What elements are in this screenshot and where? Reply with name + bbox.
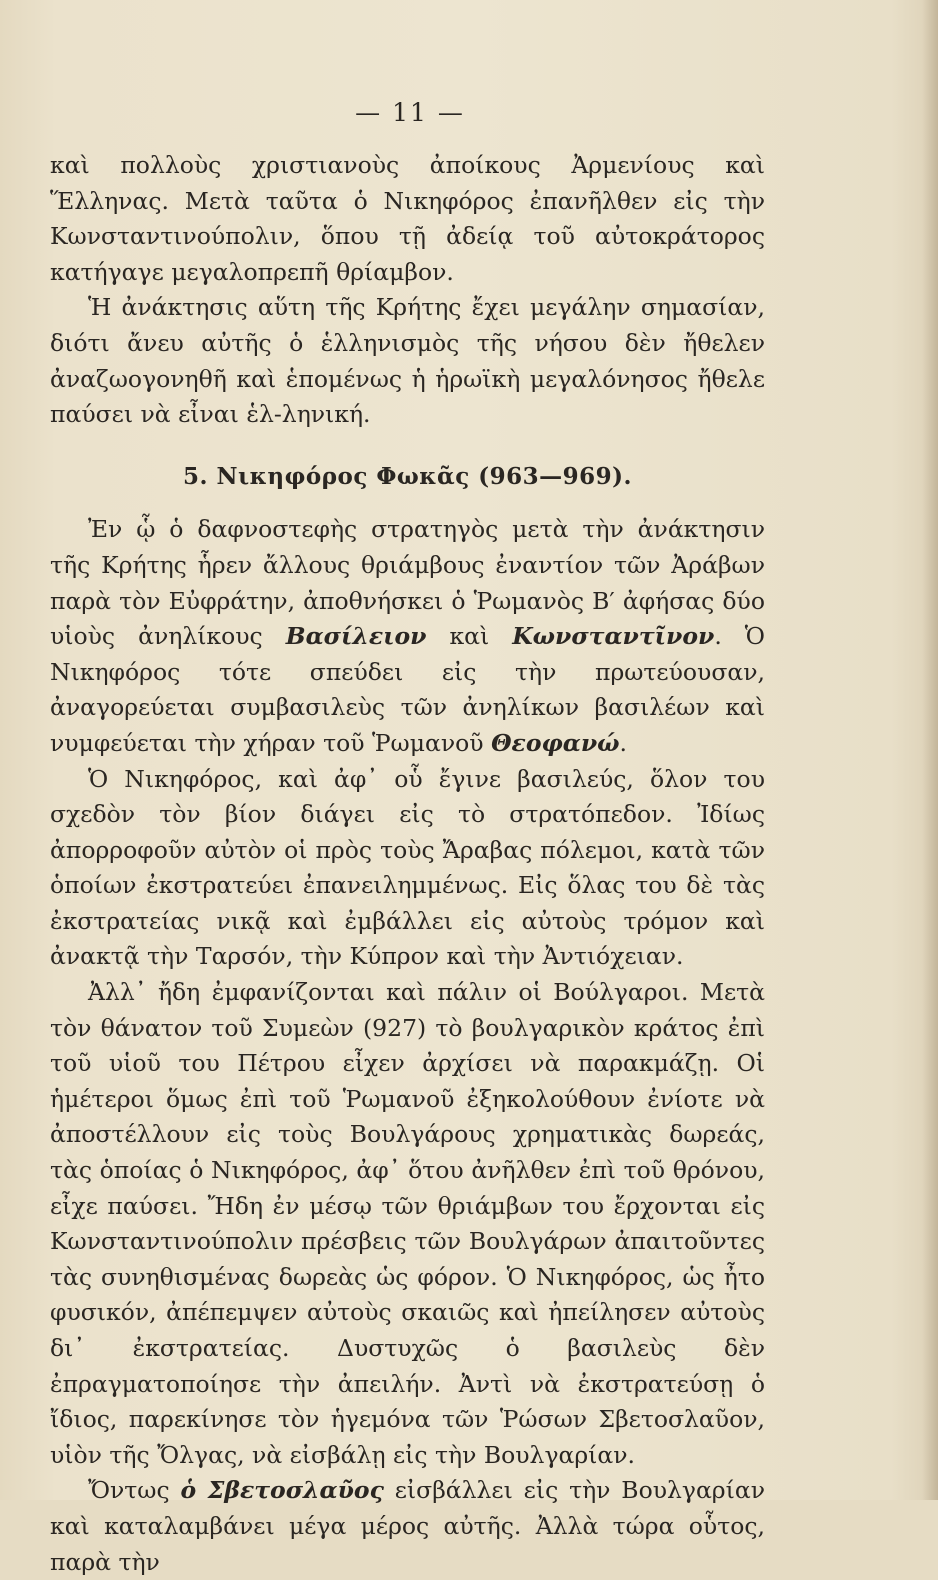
paragraph-3-text-b: καὶ xyxy=(426,622,513,651)
paragraph-5: Ἀλλ᾽ ἤδη ἐμφανίζονται καὶ πάλιν οἱ Βούλγαροι. Μετὰ τὸν θάνατον τοῦ Συμεὼν (927) τὸ βουλγαρικὸν κράτος ἐπὶ τοῦ υἱοῦ του Πέτρου εἶχεν ἀρχίσει νὰ παρακμάζῃ. Οἱ ἡμέτεροι ὅμως ἐπὶ τοῦ Ῥωμανοῦ ἐξηκολούθουν ἐνίοτε νὰ ἀποστέλλουν εἰς τοὺς Βουλγάρους χρηματικὰς δωρεάς, τὰς ὁποίας ὁ Νικηφόρος, ἀφ᾽ ὅτου ἀνῆλθεν ἐπὶ τοῦ θρόνου, εἶχε παύσει. Ἤδη ἐν μέσῳ τῶν θριάμβων του ἔρχονται εἰς Κωνσταντινούπολιν πρέσβεις τῶν Βουλγάρων ἀπαιτοῦντες τὰς συνηθισμένας δωρεὰς ὡς φόρον. Ὁ Νικηφόρος, ὡς ἦτο φυσικόν, ἀπέπεμψεν αὐτοὺς σκαιῶς καὶ ἠπείλησεν αὐτοὺς δι᾽ ἐκστρατείας. Δυστυχῶς ὁ βασιλεὺς δὲν ἐπραγματοποίησε τὴν ἀπειλήν. Ἀντὶ νὰ ἐκστρατεύσῃ ὁ ἴδιος, παρεκίνησε τὸν ἡγεμόνα τῶν Ῥώσων Σβετοσλαῦον, υἱὸν τῆς Ὄλγας, νὰ εἰσβάλῃ εἰς τὴν Βουλγαρίαν. xyxy=(50,978,765,1469)
page-number: — 11 — xyxy=(355,98,465,127)
name-theophano: Θεοφανώ xyxy=(491,728,620,757)
paragraph-3 xyxy=(50,512,765,761)
page-edge-shadow xyxy=(922,0,938,1500)
name-svetoslav: ὁ Σβετοσλαῦος xyxy=(180,1476,384,1505)
name-vasileios: Βασίλειον xyxy=(285,622,427,651)
paragraph-3-text-c: . Ὁ Νικηφόρος τότε σπεύδει εἰς τὴν πρωτεύουσαν, ἀναγορεύεται συμβασιλεὺς τῶν ἀνηλίκων βασιλέων καὶ νυμφεύεται τὴν χήραν τοῦ Ῥωμανοῦ xyxy=(50,622,765,757)
name-konstantinos: Κωνσταντῖνον xyxy=(512,622,715,651)
paragraph-1: καὶ πολλοὺς χριστιανοὺς ἀποίκους Ἀρμενίους καὶ Ἕλληνας. Μετὰ ταῦτα ὁ Νικηφόρος ἐπανῆλθεν εἰς τὴν Κωνσταντινούπολιν, ὅπου τῇ ἀδείᾳ τοῦ αὐτοκράτορος κατήγαγε μεγαλοπρεπῆ θρίαμβον. xyxy=(50,151,765,286)
paragraph-6-text-b: εἰσβάλλει εἰς τὴν Βουλγαρίαν καὶ καταλαμβάνει μέγα μέρος αὐτῆς. Ἀλλὰ τώρα οὗτος, παρὰ τὴν xyxy=(50,1476,765,1576)
paragraph-6-text-a: Ὄντως xyxy=(88,1476,181,1505)
paragraph-4: Ὁ Νικηφόρος, καὶ ἀφ᾽ οὗ ἔγινε βασιλεύς, ὅλον του σχεδὸν τὸν βίον διάγει εἰς τὸ στρατόπεδον. Ἰδίως ἀπορροφοῦν αὐτὸν οἱ πρὸς τοὺς Ἄραβας πόλεμοι, κατὰ τῶν ὁποίων ἐκστρατεύει ἐπανειλημμένως. Εἰς ὅλας του δὲ τὰς ἐκστρατείας νικᾷ καὶ ἐμβάλλει εἰς αὐτοὺς τρόμον καὶ ἀνακτᾷ τὴν Ταρσόν, τὴν Κύπρον καὶ τὴν Ἀντιόχειαν. xyxy=(50,764,765,971)
paragraph-2: Ἡ ἀνάκτησις αὕτη τῆς Κρήτης ἔχει μεγάλην σημασίαν, διότι ἄνευ αὐτῆς ὁ ἑλληνισμὸς τῆς νήσου δὲν ἤθελεν ἀναζωογονηθῆ καὶ ἑπομένως ἡ ἡρωϊκὴ μεγαλόνησος ἤθελε παύσει νὰ εἶναι ἑλ-ληνική. xyxy=(50,293,765,429)
section-heading: 5. Νικηφόρος Φωκᾶς (963—969). xyxy=(182,462,633,490)
paragraph-3-text-d: . xyxy=(619,728,628,757)
body-text xyxy=(50,148,765,1580)
paragraph-6 xyxy=(50,1473,765,1580)
paragraph-3-text-a: Ἐν ᾧ ὁ δαφνοστεφὴς στρατηγὸς μετὰ τὴν ἀνάκτησιν τῆς Κρήτης ἧρεν ἄλλους θριάμβους ἐναντίον τῶν Ἀράβων παρὰ τὸν Εὐφράτην, ἀποθνήσκει ὁ Ῥωμανὸς Β′ ἀφήσας δύο υἱοὺς ἀνηλίκους xyxy=(50,515,765,651)
